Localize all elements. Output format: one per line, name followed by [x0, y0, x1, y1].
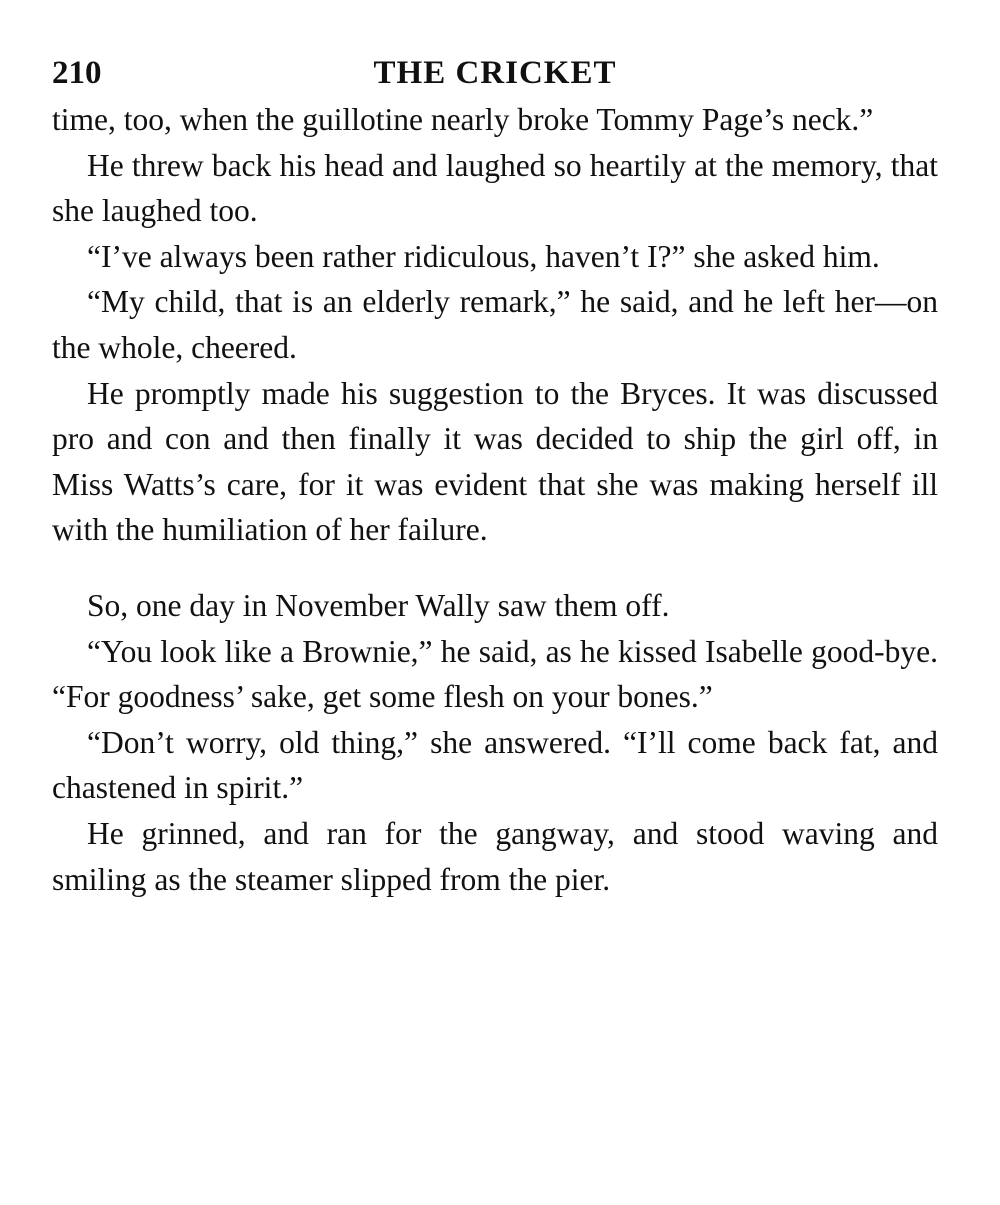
page-header [52, 50, 938, 96]
paragraph-continuation: time, too, when the guillotine nearly broke Tommy Page’s neck.” [52, 102, 874, 137]
paragraph: “You look like a Brownie,” he said, as he kissed Isabelle good-bye. “For goodness’ sake, get some flesh on your bones.” [52, 633, 938, 715]
paragraph: “I’ve always been rather ridiculous, haven’t I?” she asked him. [87, 238, 880, 274]
body-text [52, 97, 938, 902]
paragraph: So, one day in November Wally saw them off. [87, 587, 670, 623]
running-title: THE CRICKET [373, 55, 617, 91]
paragraph: He grinned, and ran for the gangway, and stood waving and smiling as the steamer slipped from the pier. [52, 815, 938, 897]
paragraph: He threw back his head and laughed so heartily at the memory, that she laughed too. [52, 147, 938, 229]
paragraph: “Don’t worry, old thing,” she answered. “I’ll come back fat, and chastened in spirit.” [52, 724, 938, 806]
section-break [52, 553, 938, 583]
book-page [52, 50, 938, 902]
paragraph: “My child, that is an elderly remark,” he said, and he left her—on the whole, cheered. [52, 284, 938, 365]
paragraph: He promptly made his suggestion to the Bryces. It was discussed pro and con and then finally it was decided to ship the girl off, in Miss Watts’s care, for it was evident that she was making herself ill with the humiliation of her failure. [52, 375, 938, 548]
page-number: 210 [52, 55, 102, 91]
